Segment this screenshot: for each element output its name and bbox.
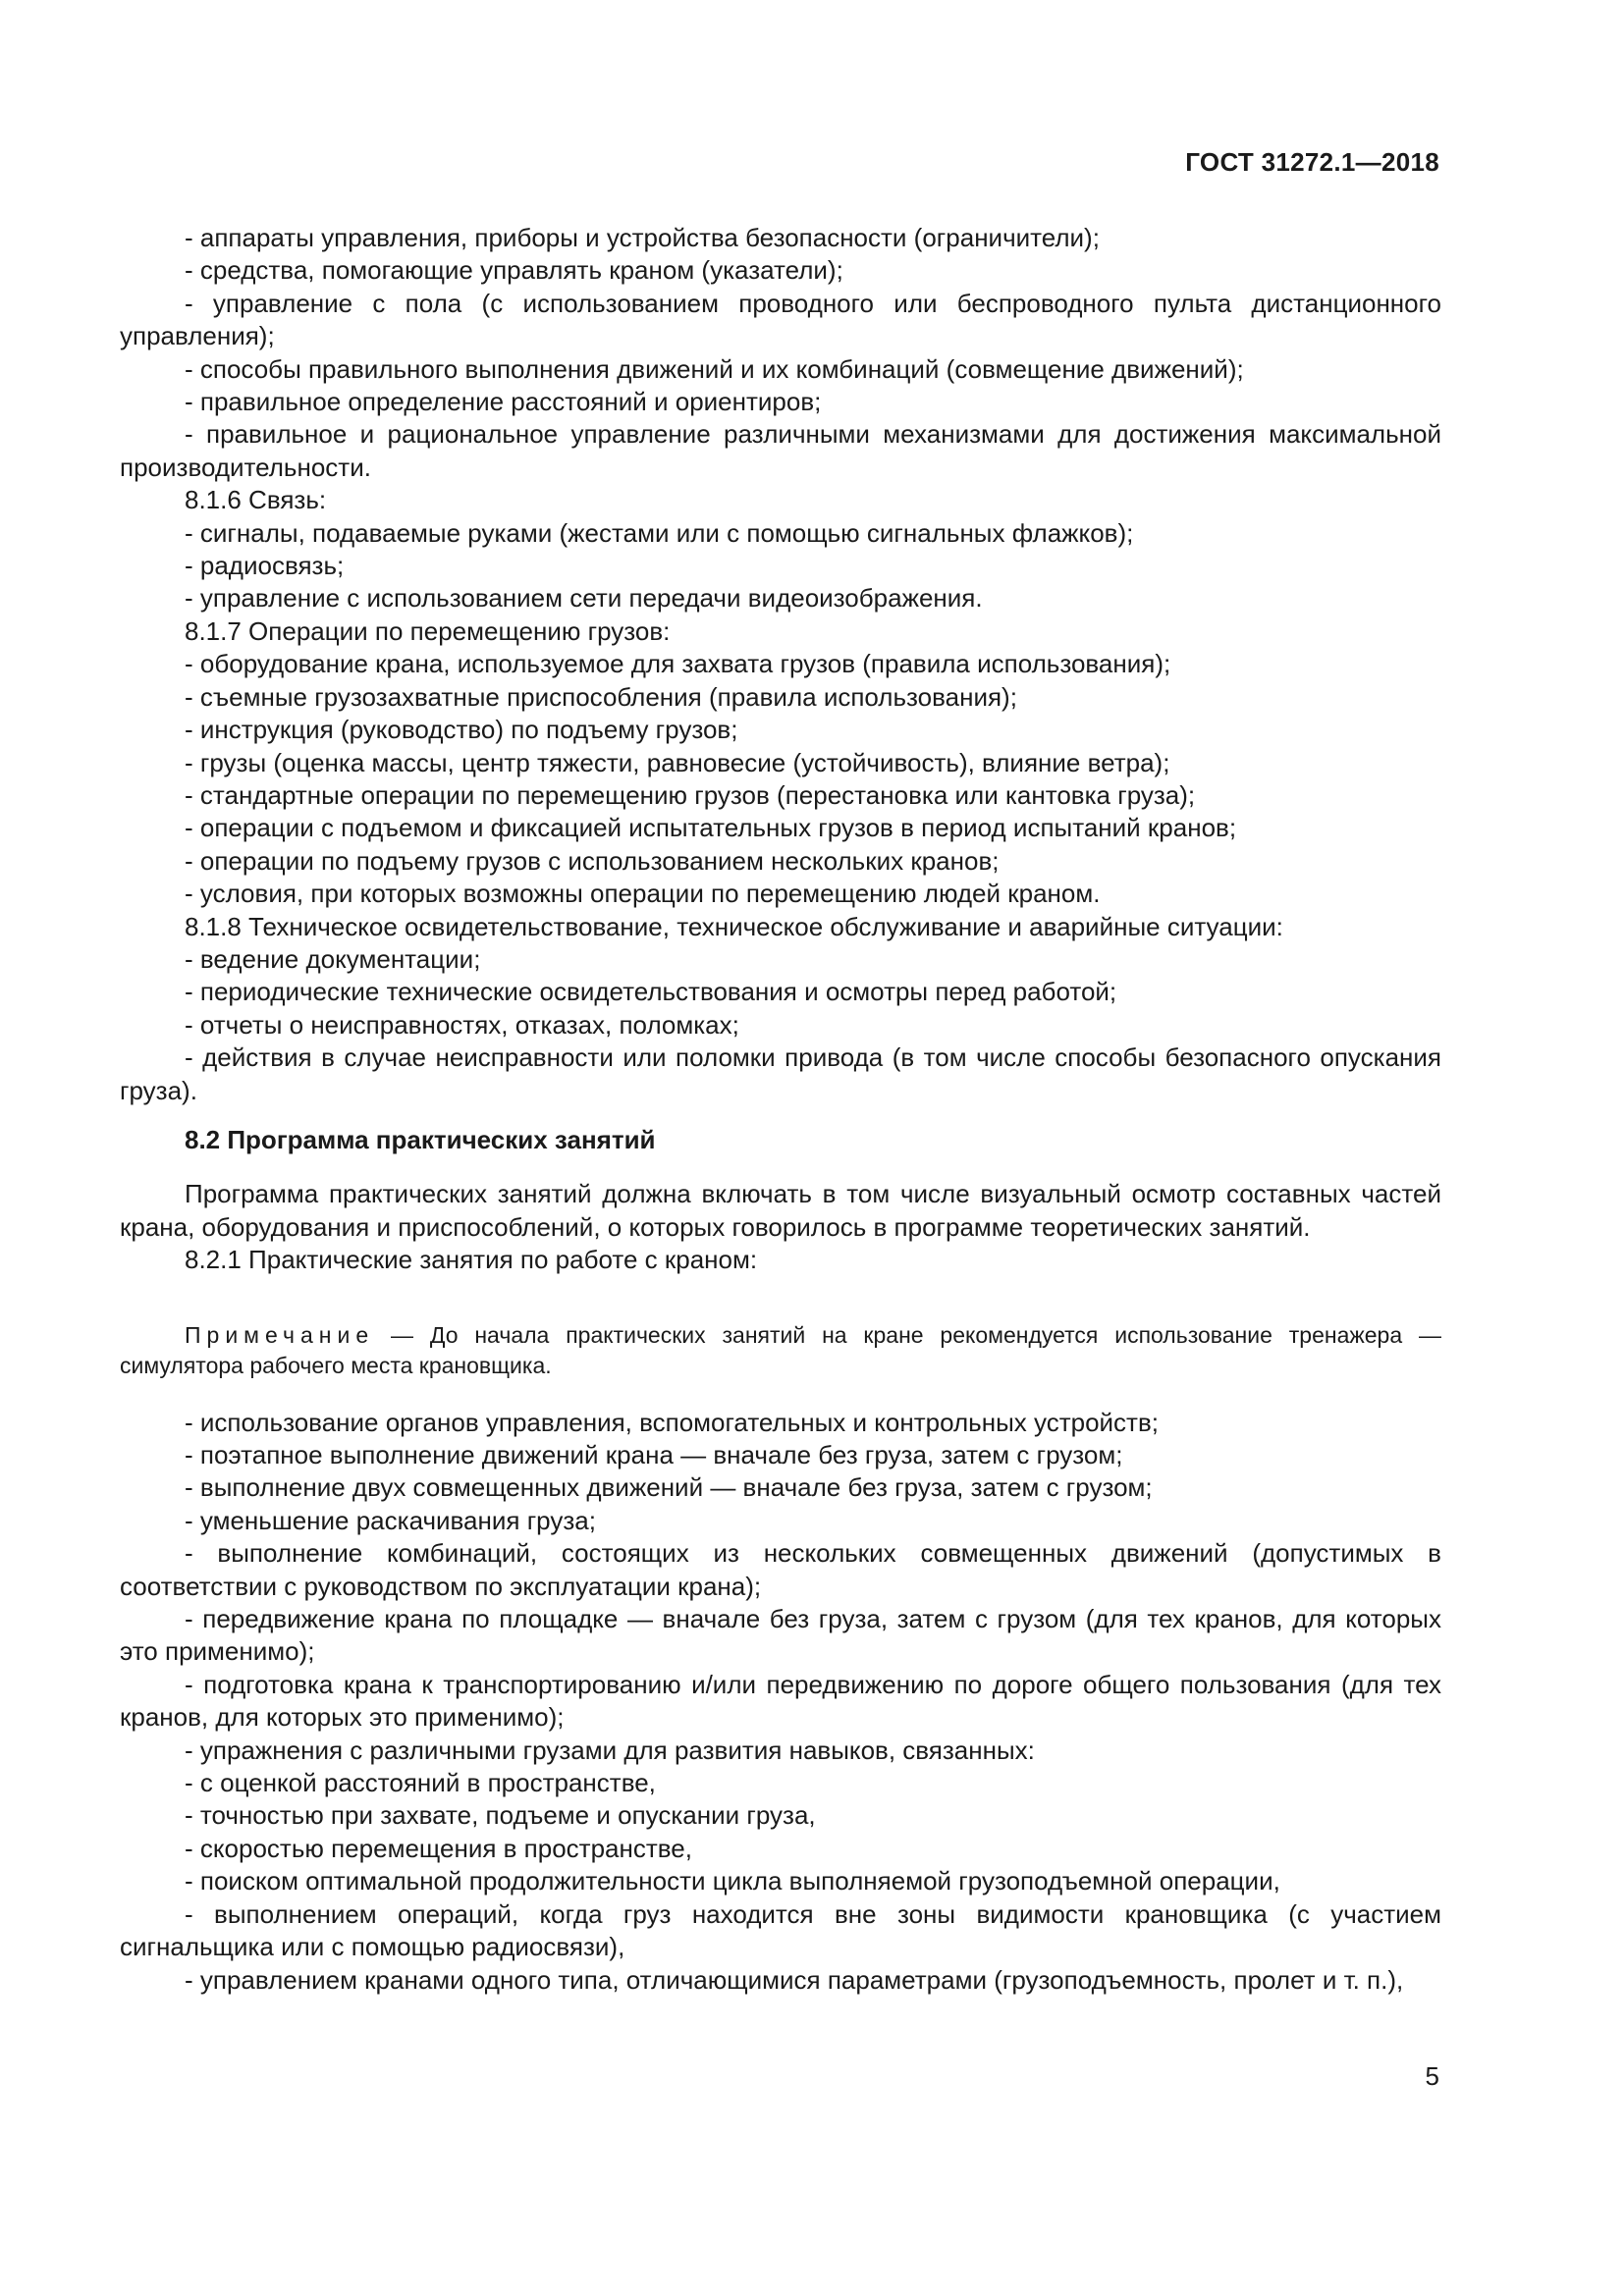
paragraph: - упражнения с различными грузами для развития навыков, связанных:: [185, 1735, 1035, 1765]
paragraph: - управление с пола (с использованием проводного или беспроводного пульта дистанционного управления);: [120, 288, 1441, 351]
paragraph: - сигналы, подаваемые руками (жестами или с помощью сигнальных флажков);: [185, 517, 1134, 548]
paragraph: - уменьшение раскачивания груза;: [185, 1505, 596, 1535]
paragraph: - оборудование крана, используемое для захвата грузов (правила использования);: [185, 649, 1171, 679]
paragraph: - действия в случае неисправности или поломки привода (в том числе способы безопасного опускания груза).: [120, 1042, 1441, 1105]
paragraph: - управлением кранами одного типа, отличающимися параметрами (грузоподъемность, пролет и т. п.),: [185, 1964, 1404, 1995]
note-text: — До начала практических занятий на кране рекомендуется использование тренажера — симулятора рабочего места крановщика.: [120, 1321, 1441, 1378]
paragraph: - аппараты управления, приборы и устройства безопасности (ограничители);: [185, 223, 1100, 252]
paragraph: - операции с подъемом и фиксацией испытательных грузов в период испытаний кранов;: [185, 813, 1237, 843]
paragraph: - стандартные операции по перемещению грузов (перестановка или кантовка груза);: [185, 779, 1196, 810]
paragraph: - операции по подъему грузов с использованием нескольких кранов;: [185, 845, 1000, 876]
paragraph: - грузы (оценка массы, центр тяжести, равновесие (устойчивость), влияние ветра);: [185, 747, 1170, 777]
paragraph: - поиском оптимальной продолжительности цикла выполняемой грузоподъемной операции,: [185, 1866, 1280, 1896]
practice-intro-block: [120, 1178, 1441, 1276]
subsection-heading: 8.2.1 Практические занятия по работе с краном:: [185, 1245, 758, 1275]
paragraph: - инструкция (руководство) по подъему грузов;: [185, 715, 738, 745]
theory-list-block: [120, 222, 1441, 1107]
practice-list-block: [120, 1407, 1441, 1997]
paragraph: Программа практических занятий должна включать в том числе визуальный осмотр составных частей крана, оборудования и приспособлений, о которых говорилось в программе теоретических занятий.: [120, 1179, 1441, 1242]
paragraph: - поэтапное выполнение движений крана — вначале без груза, затем с грузом;: [185, 1440, 1123, 1469]
note-label: Примечание: [185, 1321, 375, 1348]
paragraph: - ведение документации;: [185, 943, 481, 974]
paragraph: - передвижение крана по площадке — вначале без груза, затем с грузом (для тех кранов, для которых это применимо);: [120, 1604, 1441, 1667]
paragraph: - скоростью перемещения в пространстве,: [185, 1833, 692, 1863]
paragraph: - выполнением операций, когда груз находится вне зоны видимости крановщика (с участием сигнальщика или с помощью радиосвязи),: [120, 1898, 1441, 1962]
spacer: [120, 1277, 1441, 1320]
paragraph: - с оценкой расстояний в пространстве,: [185, 1768, 656, 1798]
paragraph: - правильное и рациональное управление различными механизмами для достижения максимальной производительности.: [120, 419, 1441, 482]
document-code-header: ГОСТ 31272.1—2018: [1185, 147, 1439, 177]
paragraph: - правильное определение расстояний и ориентиров;: [185, 387, 822, 417]
paragraph: - точностью при захвате, подъеме и опускании груза,: [185, 1800, 816, 1831]
paragraph: - подготовка крана к транспортированию и/или передвижению по дороге общего пользования (для тех кранов, для которых это применимо);: [120, 1669, 1441, 1733]
subsection-heading: 8.1.6 Связь:: [185, 485, 327, 515]
paragraph: - условия, при которых возможны операции по перемещению людей краном.: [185, 879, 1101, 909]
page-number: 5: [1425, 2061, 1439, 2091]
paragraph: - способы правильного выполнения движений и их комбинаций (совмещение движений);: [185, 353, 1244, 384]
paragraph: - периодические технические освидетельствования и осмотры перед работой;: [185, 977, 1117, 1007]
note: [120, 1320, 1441, 1381]
paragraph: - выполнение комбинаций, состоящих из нескольких совмещенных движений (допустимых в соответствии с руководством по эксплуатации крана);: [120, 1538, 1441, 1601]
paragraph: - отчеты о неисправностях, отказах, поломках;: [185, 1009, 739, 1040]
paragraph: - средства, помогающие управлять краном (указатели);: [185, 255, 843, 286]
document-body: [120, 222, 1441, 1997]
paragraph: - управление с использованием сети передачи видеоизображения.: [185, 583, 983, 614]
section-heading: 8.2 Программа практических занятий: [185, 1124, 656, 1154]
paragraph: - выполнение двух совмещенных движений — вначале без груза, затем с грузом;: [185, 1472, 1153, 1503]
subsection-heading: 8.1.7 Операции по перемещению грузов:: [185, 615, 671, 646]
paragraph: - использование органов управления, вспомогательных и контрольных устройств;: [185, 1407, 1159, 1437]
paragraph: - радиосвязь;: [185, 551, 345, 581]
paragraph: - съемные грузозахватные приспособления (правила использования);: [185, 681, 1017, 712]
subsection-heading: 8.1.8 Техническое освидетельствование, техническое обслуживание и аварийные ситуации:: [185, 911, 1283, 941]
